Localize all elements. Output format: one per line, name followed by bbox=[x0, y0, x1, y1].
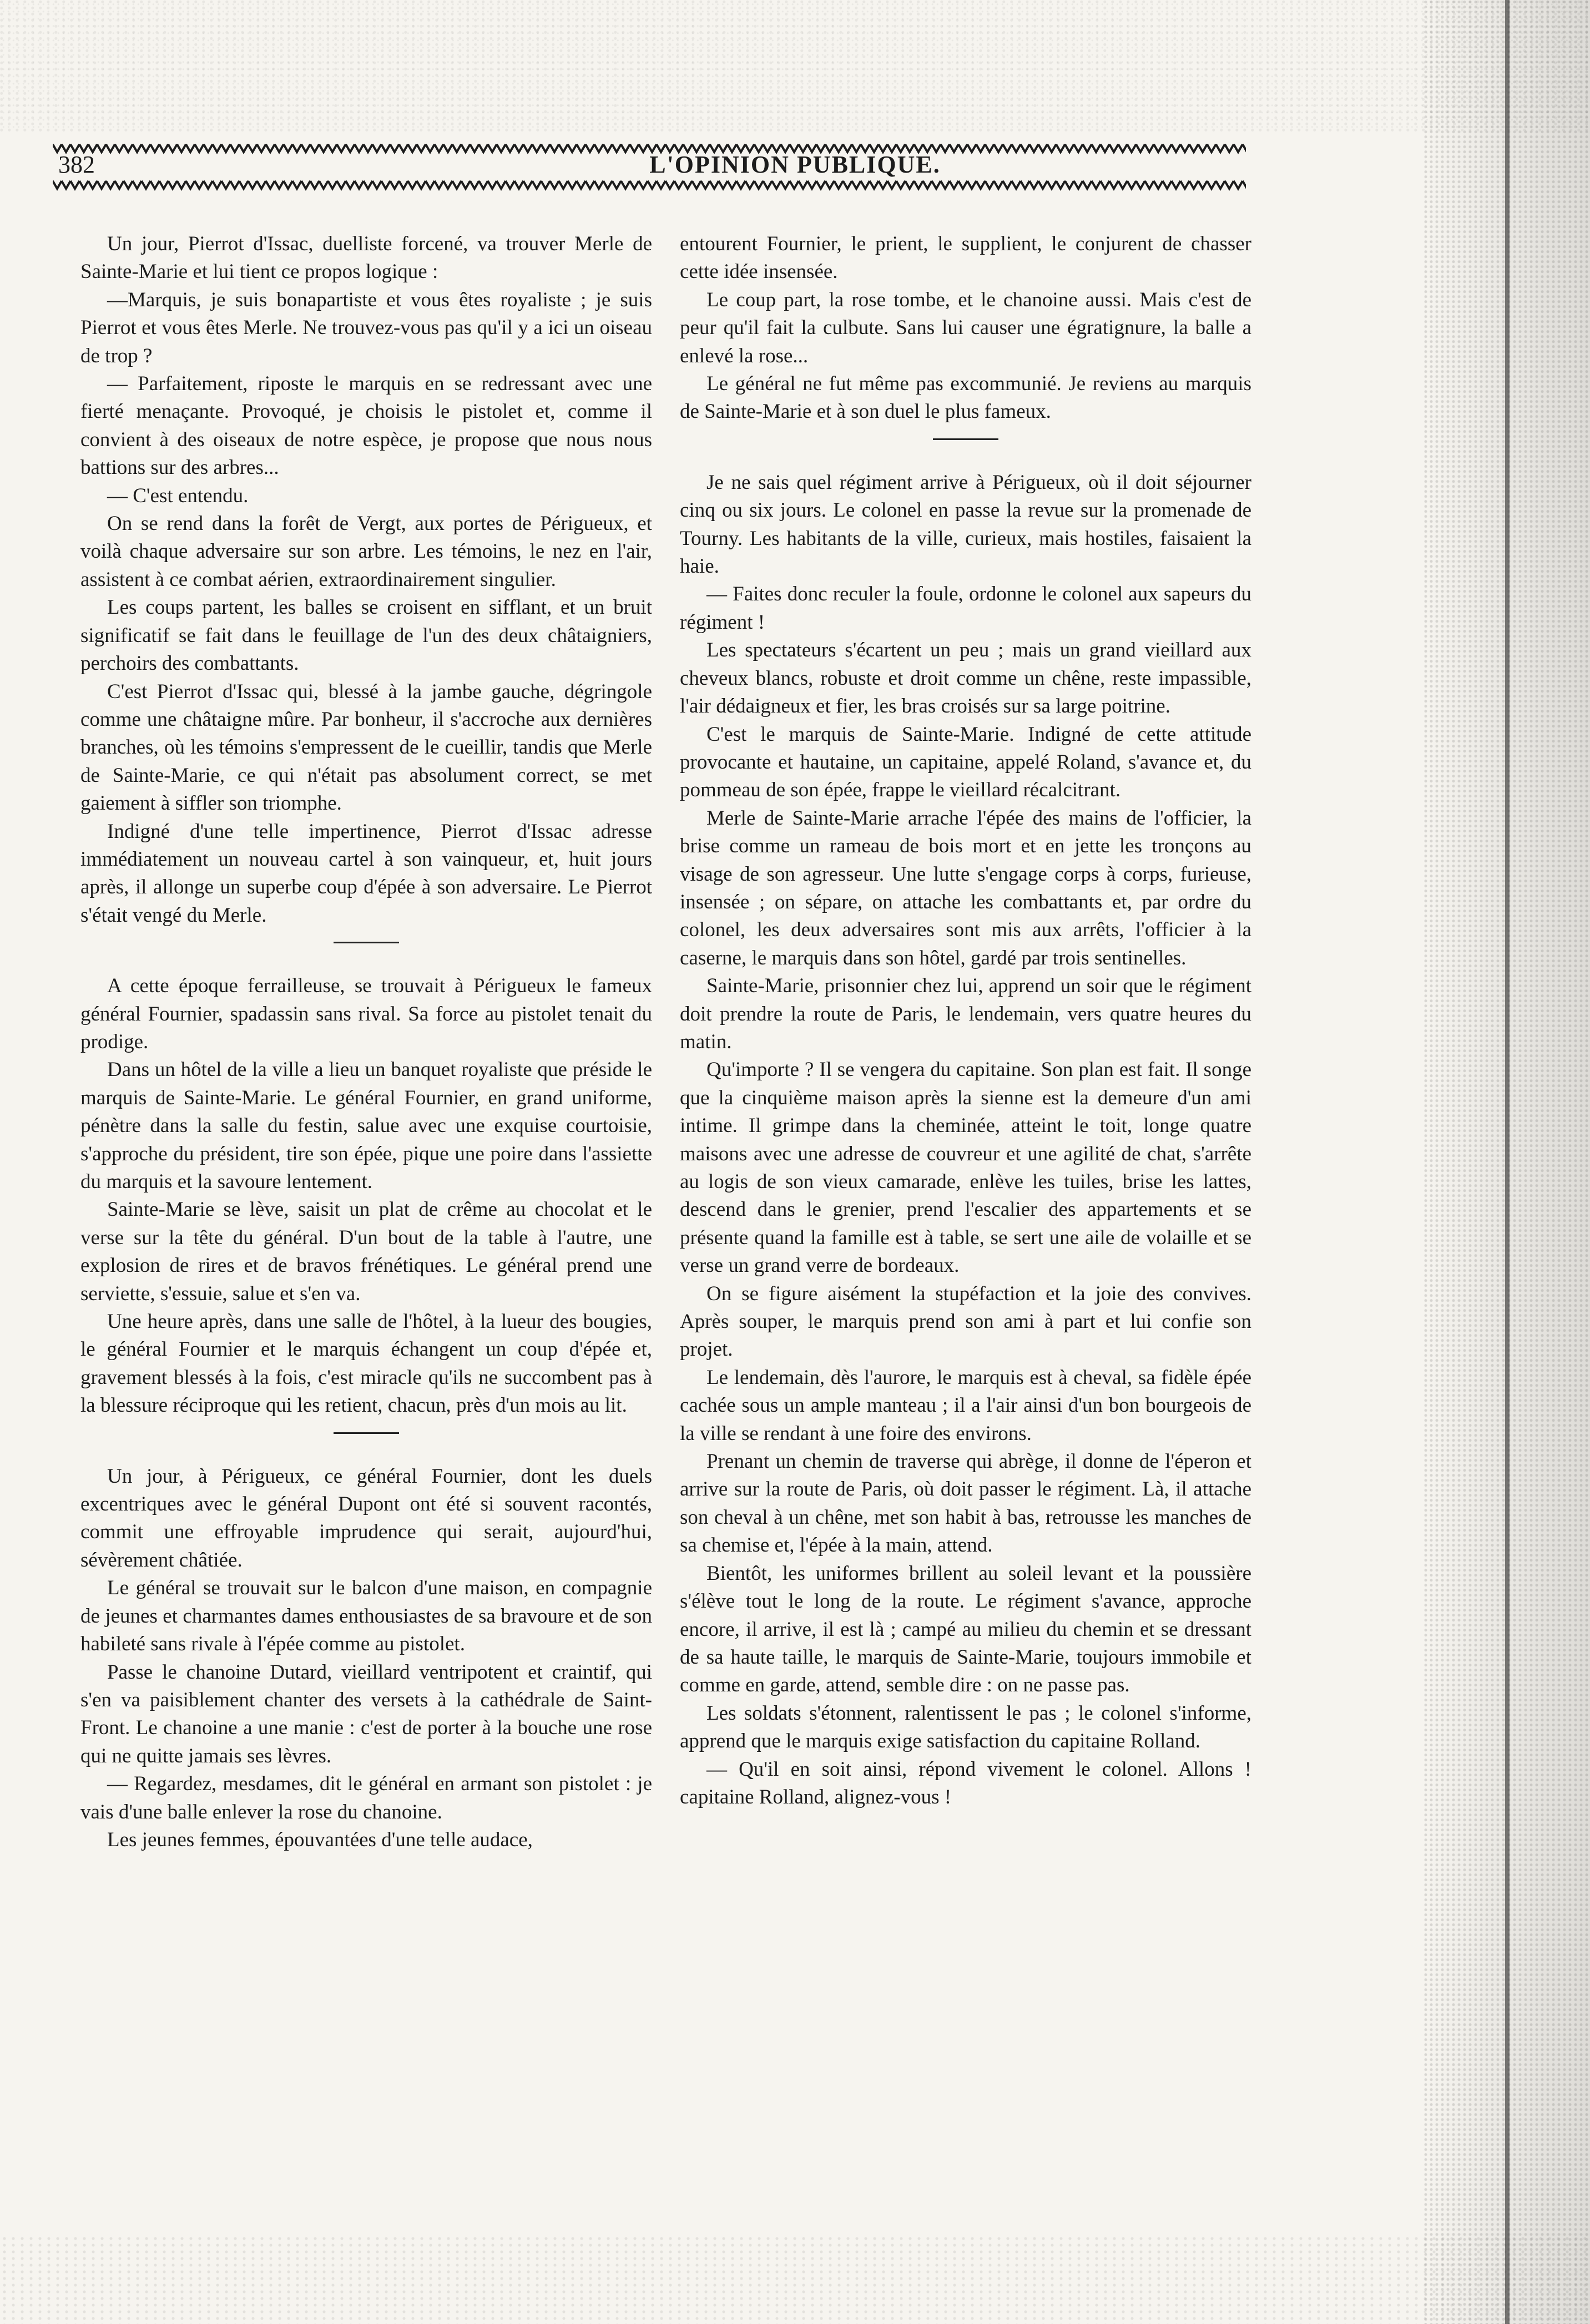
page-number: 382 bbox=[58, 151, 95, 178]
header-ornament-rule-bottom bbox=[53, 179, 1246, 191]
paper-noise-top bbox=[0, 0, 1590, 133]
paragraph: Les soldats s'étonnent, ralentissent le pas ; le colonel s'informe, apprend que le marquis exige satisfaction du capitaine Rolland. bbox=[680, 1701, 1251, 1753]
paragraph: On se rend dans la forêt de Vergt, aux portes de Périgueux, et voilà chaque adversaire sur son arbre. Les témoins, le nez en l'air, assistent à ce combat aérien, extraordinairement singulier. bbox=[80, 512, 652, 591]
paragraph: Un jour, Pierrot d'Issac, duelliste forcené, va trouver Merle de Sainte-Marie et lui tient ce propos logique : bbox=[80, 233, 652, 284]
section-separator bbox=[933, 438, 998, 440]
paragraph: —Marquis, je suis bonapartiste et vous êtes royaliste ; je suis Pierrot et vous êtes Merle. Ne trouvez-vous pas qu'il y a ici un oiseau de trop ? bbox=[80, 288, 652, 367]
paragraph: — Parfaitement, riposte le marquis en se redressant avec une fierté menaçante. Provoqué, je choisis le pistolet et, comme il convient à des oiseaux de notre espèce, je propose que nous nous battions sur des arbres... bbox=[80, 372, 652, 479]
paragraph: Je ne sais quel régiment arrive à Périgueux, où il doit séjourner cinq ou six jours. Le colonel en passe la revue sur la promenade de Tourny. Les habitants de la ville, curieux, mais hostiles, faisaient la haie. bbox=[680, 471, 1251, 578]
paragraph: Prenant un chemin de traverse qui abrège, il donne de l'éperon et arrive sur la route de Paris, où doit passer le régiment. Là, il attache son cheval à un chêne, met son habit à bas, retrousse les manches de sa chemise et, l'épée à la main, attend. bbox=[680, 1450, 1251, 1557]
paragraph: C'est le marquis de Sainte-Marie. Indigné de cette attitude provocante et hautaine, un capitaine, appelé Roland, s'avance et, du pommeau de son épée, frappe le vieillard récalcitrant. bbox=[680, 723, 1251, 802]
paragraph: Un jour, à Périgueux, ce général Fournier, dont les duels excentriques avec le général Dupont ont été si souvent racontés, commit une effroyable imprudence qui serait, aujourd'hui, sévèrement châtiée. bbox=[80, 1464, 652, 1572]
paragraph: — C'est entendu. bbox=[107, 484, 249, 507]
paragraph: Passe le chanoine Dutard, vieillard ventripotent et craintif, qui s'en va paisiblement chanter des versets à la cathédrale de Saint-Front. Le chanoine a une manie : c'est de porter à la bouche une rose qui ne quitte jamais ses lèvres. bbox=[80, 1660, 652, 1767]
paragraph: C'est Pierrot d'Issac qui, blessé à la jambe gauche, dégringole comme une châtaigne mûre. Par bonheur, il s'accroche aux dernières branches, où les témoins s'empressent de le cueillir, tandis que Merle de Sainte-Marie, ce qui n'était pas absolument correct, se met gaiement à siffler son triomphe. bbox=[80, 680, 652, 815]
paragraph: Dans un hôtel de la ville a lieu un banquet royaliste que préside le marquis de Sainte-Marie. Le général Fournier, en grand uniforme, pénètre dans la salle du festin, salue avec une exquise courtoisie, s'approche du président, tire son épée, pique une poire dans l'assiette du marquis et la savoure lentement. bbox=[80, 1058, 652, 1193]
paragraph-continued: entourent Fournier, le prient, le supplient, le conjurent de chasser cette idée insensée. bbox=[680, 233, 1251, 284]
section-separator bbox=[334, 942, 399, 943]
section-separator bbox=[334, 1432, 399, 1434]
paragraph: Qu'importe ? Il se vengera du capitaine. Son plan est fait. Il songe que la cinquième maison après la sienne est la demeure d'un ami intime. Il grimpe dans la cheminée, atteint le toit, longe quatre maisons avec une adresse de couvreur et une agilité de chat, s'arrête au logis de son vieux camarade, enlève les tuiles, brise les lattes, descend dans le grenier, prend l'escalier des appartements et se présente quand la famille est à table, se sert une aile de volaille et se verse un grand verre de bordeaux. bbox=[680, 1058, 1251, 1277]
running-title: L'OPINION PUBLIQUE. bbox=[649, 151, 941, 178]
paragraph: Bientôt, les uniformes brillent au soleil levant et la poussière s'élève tout le long de la route. Le régiment s'avance, approche encore, il arrive, il est là ; campé au milieu du chemin et se dressant de sa haute taille, le marquis de Sainte-Marie, toujours immobile et comme en garde, attend, semble dire : on ne passe pas. bbox=[680, 1562, 1251, 1697]
paragraph: Le général se trouvait sur le balcon d'une maison, en compagnie de jeunes et charmantes dames enthousiastes de sa bravoure et de son habileté sans rivale à l'épée comme au pistolet. bbox=[80, 1577, 652, 1656]
paragraph: Merle de Sainte-Marie arrache l'épée des mains de l'officier, la brise comme un rameau de bois mort et en jette les tronçons au visage de son agresseur. Une lutte s'engage corps à corps, furieuse, insensée ; on sépare, on attache les combattants et, par ordre du colonel, les deux adversaires sont mis aux arrêts, l'officier à la caserne, le marquis dans son hôtel, gardé par trois sentinelles. bbox=[680, 806, 1251, 969]
paragraph: Sainte-Marie se lève, saisit un plat de crême au chocolat et le verse sur la tête du général. D'un bout de la table à l'autre, une explosion de rires et de bravos frénétiques. Le général prend une serviette, s'essuie, salue et s'en va. bbox=[80, 1198, 652, 1305]
paragraph: Sainte-Marie, prisonnier chez lui, apprend un soir que le régiment doit prendre la route de Paris, le lendemain, vers quatre heures du matin. bbox=[680, 974, 1251, 1053]
paragraph: A cette époque ferrailleuse, se trouvait à Périgueux le fameux général Fournier, spadassin sans rival. Sa force au pistolet tenait du prodige. bbox=[80, 974, 652, 1053]
paragraph: Les coups partent, les balles se croisent en sifflant, et un bruit significatif se fait dans le feuillage de l'un des deux châtaigniers, perchoirs des combattants. bbox=[80, 596, 652, 675]
paragraph: Le coup part, la rose tombe, et le chanoine aussi. Mais c'est de peur qu'il fait la culbute. Sans lui causer une égratignure, la balle a enlevé la rose... bbox=[680, 288, 1251, 367]
text-column-right bbox=[680, 230, 1251, 1811]
paragraph: Le lendemain, dès l'aurore, le marquis est à cheval, sa fidèle épée cachée sous un ample manteau ; il a l'air ainsi d'un bon bourgeois de la ville se rendant à une foire des environs. bbox=[680, 1366, 1251, 1445]
paragraph: Indigné d'une telle impertinence, Pierrot d'Issac adresse immédiatement un nouveau cartel à son vainqueur, et, huit jours après, il allonge un superbe coup d'épée à son adversaire. Le Pierrot s'était vengé du Merle. bbox=[80, 820, 652, 927]
paragraph: — Faites donc reculer la foule, ordonne le colonel aux sapeurs du régiment ! bbox=[680, 583, 1251, 634]
paragraph: — Regardez, mesdames, dit le général en armant son pistolet : je vais d'une balle enlever la rose du chanoine. bbox=[80, 1772, 652, 1823]
paragraph: — Qu'il en soit ainsi, répond vivement le colonel. Allons ! capitaine Rolland, alignez-vous ! bbox=[680, 1757, 1251, 1808]
paragraph: Les jeunes femmes, épouvantées d'une telle audace, bbox=[107, 1828, 533, 1851]
text-column-left bbox=[80, 230, 652, 1854]
paper-noise-bottom bbox=[0, 2235, 1590, 2324]
page-edge-shadow bbox=[1505, 0, 1510, 2324]
paragraph: Le général ne fut même pas excommunié. Je reviens au marquis de Sainte-Marie et à son duel le plus fameux. bbox=[680, 372, 1251, 423]
paragraph: Les spectateurs s'écartent un peu ; mais un grand vieillard aux cheveux blancs, robuste et droit comme un chêne, reste impassible, l'air dédaigneux et fier, les bras croisés sur sa large poitrine. bbox=[680, 639, 1251, 718]
paragraph: On se figure aisément la stupéfaction et la joie des convives. Après souper, le marquis prend son ami à part et lui confie son projet. bbox=[680, 1282, 1251, 1361]
paragraph: Une heure après, dans une salle de l'hôtel, à la lueur des bougies, le général Fournier et le marquis échangent un coup d'épée et, gravement blessés à la fois, c'est miracle qu'ils ne succombent pas à la blessure réciproque qui les retient, chacun, près d'un mois au lit. bbox=[80, 1310, 652, 1417]
